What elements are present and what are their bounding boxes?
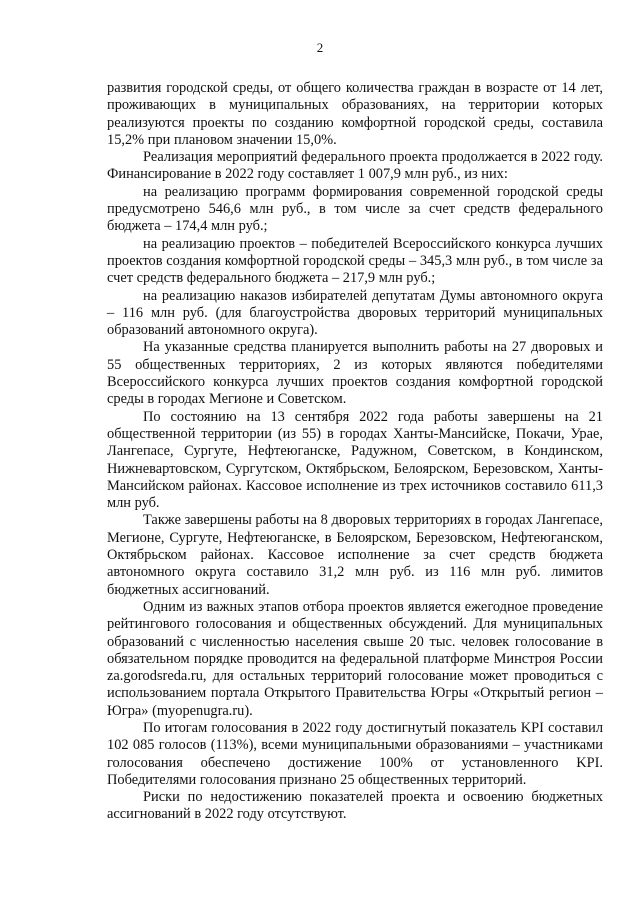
paragraph-financing-programs: на реализацию программ формирования современной городской среды предусмотрено 546,6 млн руб., в том числе за счет средств федерального бюджета – 174,4 млн руб.; xyxy=(107,183,603,235)
paragraph-planned-works: На указанные средства планируется выполнить работы на 27 дворовых и 55 общественных территориях, 2 из которых являются победителями Всероссийского конкурса лучших проектов создания комфортной городской среды в городах Мегионе и Советском. xyxy=(107,339,603,408)
paragraph-financing-winners: на реализацию проектов – победителей Всероссийского конкурса лучших проектов создания комфортной городской среды – 345,3 млн руб., в том числе за счет средств федерального бюджета – 217,9 млн руб.; xyxy=(107,235,603,287)
page-number: 2 xyxy=(316,40,324,55)
paragraph-yard-completed: Также завершены работы на 8 дворовых территориях в городах Лангепасе, Мегионе, Сургуте, Нефтеюганске, в Белоярском, Березовском, Нефтеюганском, Октябрьском районах. Кассовое исполнение за счет средств бюджета автономного округа составило 31,2 млн руб. из 116 млн руб. лимитов бюджетных ассигнований. xyxy=(107,512,603,598)
paragraph-financing-voters: на реализацию наказов избирателей депутатам Думы автономного округа – 116 млн руб. (для благоустройства дворовых территорий муниципальных образований автономного округа). xyxy=(107,287,603,339)
paragraph-voting-results: По итогам голосования в 2022 году достигнутый показатель KPI составил 102 085 голосов (113%), всеми муниципальными образованиями – участниками голосования обеспечено достижение 100% от установленного KPI. Победителями голосования признано 25 общественных территорий. xyxy=(107,719,603,788)
paragraph-financing: Реализация мероприятий федерального проекта продолжается в 2022 году. Финансирование в 2022 году составляет 1 007,9 млн руб., из них: xyxy=(107,149,603,183)
paragraph-risks: Риски по недостижению показателей проекта и освоению бюджетных ассигнований в 2022 году отсутствуют. xyxy=(107,789,603,823)
paragraph-continuation: развития городской среды, от общего количества граждан в возрасте от 14 лет, проживающих в муниципальных образованиях, на территории которых реализуются проекты по созданию комфортной городской среды, составила 15,2% при плановом значении 15,0%. xyxy=(107,80,603,148)
paragraph-public-completed: По состоянию на 13 сентября 2022 года работы завершены на 21 общественной территории (из 55) в городах Ханты-Мансийске, Покачи, Урае, Лангепасе, Сургуте, Нефтеюганске, Радужном, Советском, в Кондинском, Нижневартовском, Сургутском, Октябрьском, Белоярском, Березовском, Ханты-Мансийском районах. Кассовое исполнение из трех источников составило 611,3 млн руб. xyxy=(107,408,603,512)
document-body xyxy=(107,80,603,824)
paragraph-voting-process: Одним из важных этапов отбора проектов является ежегодное проведение рейтингового голосования и общественных обсуждений. Для муниципальных образований с численностью населения свыше 20 тыс. человек голосование в обязательном порядке проводится на федеральной платформе Минстроя России za.gorodsreda.ru, для остальных территорий голосование может проводиться с использованием портала Открытого Правительства Югры «Открытый регион – Югра» (myopenugra.ru). xyxy=(107,598,603,719)
